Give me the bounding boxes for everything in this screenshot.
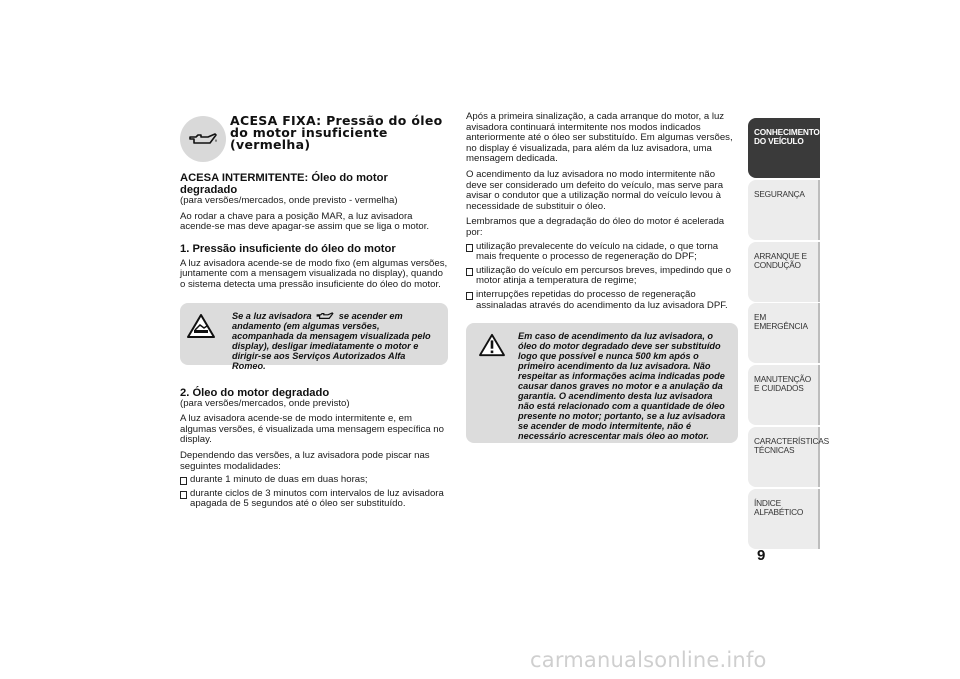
intermittent-heading: ACESA INTERMITENTE: Óleo do motor degradado	[180, 172, 388, 196]
tab-seguranca[interactable]: SEGURANÇA	[748, 180, 820, 240]
paragraph-mar-position: Ao rodar a chave para a posição MAR, a luz avisadora acende-se mas deve apagar-se assim que se liga o motor.	[180, 210, 430, 233]
oil-can-inline-icon	[316, 311, 334, 321]
tab-caracteristicas[interactable]: CARACTERÍSTICAS TÉCNICAS	[748, 427, 820, 487]
list-item: utilização prevalecente do veículo na cidade, o que torna mais frequente o processo de regeneração do DPF;	[466, 242, 738, 263]
checkbox-bullet-icon	[466, 292, 473, 300]
warning-exclamation-icon	[478, 333, 506, 357]
paragraph-degradation: Lembramos que a degradação do óleo do motor é acelerada por:	[466, 216, 725, 238]
checkbox-bullet-icon	[466, 244, 473, 252]
section-2-subtitle: (para versões/mercados, onde previsto)	[180, 397, 350, 409]
checkbox-bullet-icon	[180, 491, 187, 499]
tab-conhecimento[interactable]: CONHECIMENTO DO VEÍCULO	[748, 118, 820, 178]
checkbox-bullet-icon	[466, 268, 473, 276]
intermittent-subtitle: (para versões/mercados, onde previsto - vermelha)	[180, 195, 398, 206]
page-number: 9	[757, 547, 766, 564]
list-item: utilização do veículo em percursos breves, impedindo que o motor atinja a temperatura de regime;	[466, 266, 738, 287]
warning-box-degraded-oil	[466, 323, 738, 443]
section-1-text: A luz avisadora acende-se de modo fixo (em algumas versões, juntamente com a mensagem visualizada no display), quando o sistema detecta uma pressão insuficiente do óleo do motor.	[180, 257, 448, 290]
warning-1-pre: Se a luz avisadora	[232, 310, 312, 321]
warning-1-post: se acender em andamento (em algumas versões, acompanhada da mensagem visualizada pelo display), desligar imediatamente o motor e dirigir-se aos Serviços Autorizados Alfa Romeo.	[232, 310, 431, 372]
paragraph-not-defect: O acendimento da luz avisadora no modo intermitente não deve ser considerado um defeito do veículo, mas serve para avisar o condutor que a utilização normal do veículo levou à necessidade de substituir o óleo.	[466, 168, 724, 212]
chapter-tabs	[748, 118, 829, 551]
oil-pressure-icon	[180, 116, 226, 162]
list-item: durante 1 minuto de duas em duas horas;	[180, 475, 448, 486]
watermark: carmanualsonline.info	[530, 648, 767, 672]
list-item: interrupções repetidas do processo de regeneração assinaladas através do acendimento da luz avisadora DPF.	[466, 290, 738, 311]
tab-emergencia[interactable]: EM EMERGÊNCIA	[748, 303, 820, 363]
tab-manutencao[interactable]: MANUTENÇÃO E CUIDADOS	[748, 365, 820, 425]
tab-indice[interactable]: ÍNDICE ALFABÉTICO	[748, 489, 820, 549]
section-1-heading: 1. Pressão insuficiente do óleo do motor	[180, 242, 396, 255]
warning-2-text: Em caso de acendimento da luz avisadora, o óleo do motor degradado deve ser substituído logo que possível e nunca 500 km após o primeiro acendimento da luz avisadora. Não respeitar as informações acima indicadas pode causar danos graves no motor e a anulação da garantia. O acendimento desta luz avisadora não está relacionado com a quantidade de óleo presente no motor; portanto, se a luz avisadora se acender de modo intermitente, não é necessário acrescentar mais óleo ao motor.	[518, 331, 726, 442]
section-2-heading: 2. Óleo do motor degradado	[180, 386, 330, 399]
warning-light-title: ACESA FIXA: Pressão do óleo do motor insuficiente (vermelha)	[230, 113, 443, 152]
checkbox-bullet-icon	[180, 477, 187, 485]
warning-light-header	[180, 112, 448, 172]
section-2-text: A luz avisadora acende-se de modo intermitente e, em algumas versões, é visualizada uma mensagem específica no display.	[180, 413, 444, 446]
left-column	[180, 112, 448, 510]
tab-arranque[interactable]: ARRANQUE E CONDUÇÃO	[748, 242, 820, 302]
list-item: durante ciclos de 3 minutos com intervalos de luz avisadora apagada de 5 segundos até o óleo ser substituído.	[180, 489, 448, 510]
warning-triangle-icon	[186, 313, 216, 339]
paragraph-after-first-signal: Após a primeira sinalização, a cada arranque do motor, a luz avisadora continuará intermitente nos modos indicados anteriormente até o óleo ser substituído. Em algumas versões, no display é visualizada, para além da luz avisadora, uma mensagem dedicada.	[466, 111, 733, 165]
warning-box-pressure	[180, 303, 448, 372]
middle-column	[466, 112, 738, 443]
section-2-text-2: Dependendo das versões, a luz avisadora pode piscar nas seguintes modalidades:	[180, 449, 430, 472]
